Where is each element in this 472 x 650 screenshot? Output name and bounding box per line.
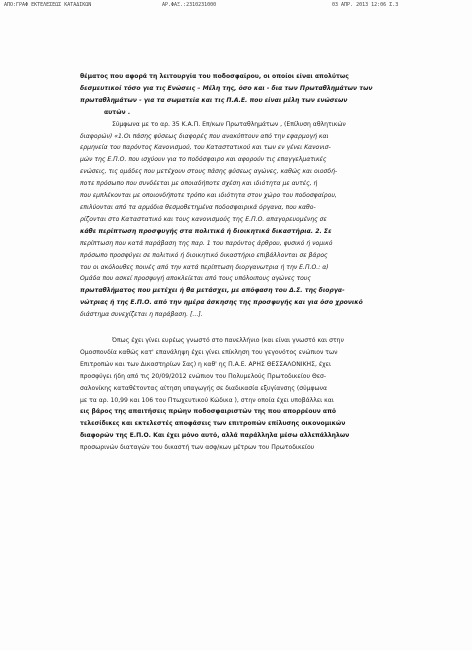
text-line: διάστημα συνεχίζεται η παράβαση. […]. (80, 311, 203, 319)
text-line: που εμπλέκονται με οποιονδήποτε τρόπο και ιδιότητα στον χώρο του ποδοσφαίρου, (80, 192, 337, 200)
text-line: διαφορών) «1.Οι πάσης φύσεως διαφορές που ανακύπτουν από την εφαρμογή και (80, 132, 329, 140)
text-line: μών της Ε.Π.Ο. που ισχύουν για το ποδόσφαιρο και αφορούν τις επαγγελματικές (80, 156, 327, 164)
fax-date-page: 03 ΑΠΡ. 2013 12:06 Σ.3 (332, 2, 399, 8)
fax-number: ΑΡ.ΦΑΞ.:2310231000 (162, 2, 217, 8)
text-line: ποτε πρόσωπο που συνδέεται με οποιαδήποτε σχέση και ιδιότητα με αυτές, ή (80, 180, 318, 188)
fax-header (4, 2, 468, 12)
text-line: Όπως έχει γίνει ευρέως γνωστό στο πανελλήνιο (και είναι γνωστό και στην (112, 337, 344, 345)
text-line: πρωταθλήματος που μετέχει ή θα μετάσχει, με απόφαση του Δ.Σ. της διοργα- (80, 287, 345, 295)
fax-sender: ΑΠΟ:ΓΡΑΦ ΕΚΤΕΛΕΣΕΩΣ ΚΑΤΑΔΙΚΩΝ (4, 2, 92, 8)
text-line: ερμηνεία του παρόντος Κανονισμού, του Καταστατικού και των εν γένει Κανονισ- (80, 144, 331, 152)
document-body (80, 71, 410, 454)
text-line: εις βάρος της απαιτήσεις πρώην ποδοσφαιριστών της που απορρέουν από (80, 408, 337, 416)
text-line: δεσμευτικοί τόσο για τις Ενώσεις – Μέλη της, όσο και - δια των Πρωταθλημάτων των (80, 84, 373, 92)
text-line: αυτών . (104, 108, 131, 116)
text-line: προσφύγει ήδη από τις 20/09/2012 ενώπιον του Πολυμελούς Πρωτοδικείου Θεσ- (80, 372, 327, 380)
text-line: κάθε περίπτωση προσφυγής στα πολιτικά ή διοικητικά δικαστήρια. 2. Σε (80, 227, 332, 235)
text-line: σαλονίκης καταθέτοντας αίτηση υπαγωγής σε διαδικασία εξυγίανσης (σύμφωνα (80, 384, 328, 392)
text-line: Επιτροπών και των Δικαστηρίων Σας) η καθ' ης Π.Α.Ε. ΑΡΗΣ ΘΕΣΣΑΛΟΝΙΚΗΣ, έχει (80, 360, 332, 368)
text-line: ρίζονται στο Καταστατικό και τους κανονισμούς της Ε.Π.Ο. απαγορευομένης σε (80, 215, 327, 223)
text-line: πρωταθλημάτων - για τα σωματεία και τις Π.Α.Ε. που είναι μέλη των ενώσεων (80, 96, 348, 104)
text-line: τελεσίδικες και εκτελεστές αποφάσεις των επιτροπών επίλυσης οικονομικών (80, 420, 346, 428)
text-line: προσωρινών διαταγών του δικαστή των ασφ/κων μέτρων του Πρωτοδικείου (80, 444, 315, 452)
text-line: επιλύονται από τα αρμόδια θεσμοθετημένα ποδοσφαιρικά όργανα, που καθο- (80, 203, 316, 211)
text-line: ενώσεις, τις ομάδες που μετέχουν στους πάσης φύσεως αγώνες, καθώς και οιοσδή- (80, 168, 338, 176)
text-line: Ομάδα που ασκεί προσφυγή αποκλείεται από τους υπόλοιπους αγώνες τους (80, 275, 312, 283)
text-line: Σύμφωνα με το αρ. 35 Κ.Α.Π. Επ/κων Πρωταθλημάτων , (Επίλυση αθλητικών (112, 120, 346, 128)
text-line: περίπτωση που κατά παράβαση της παρ. 1 του παρόντος άρθρου, φυσικό ή νομικό (80, 239, 333, 247)
text-line: νώτριας ή της Ε.Π.Ο. από την ημέρα άσκησης της προσφυγής και για όσο χρονικό (80, 299, 363, 307)
text-line: πρόσωπο προσφύγει σε πολιτικό ή διοικητικό δικαστήριο επιβάλλονται σε βάρος (80, 251, 328, 259)
text-line: του οι ακόλουθες ποινές από την κατά περίπτωση διοργανωτρια ή την Ε.Π.Ο.: α) (80, 263, 329, 271)
text-line: θέματος που αφορά τη λειτουργία του ποδοσφαίρου, οι οποίοι είναι απολύτως (80, 73, 349, 80)
text-line: με τα αρ. 10,99 και 106 του Πτωχευτικού Κώδικα ), στην οποία έχει υποβάλλει και (80, 396, 334, 404)
text-line: Ομοσπονδία καθώς κατ' επανάληψη έχει γίνει επίκληση του γεγονότος ενώπιον των (80, 348, 338, 356)
text-line: διαφορών της Ε.Π.Ο. Και έχει μόνο αυτό, αλλά παράλληλα μέσω αλλεπάλληλων (80, 432, 350, 440)
